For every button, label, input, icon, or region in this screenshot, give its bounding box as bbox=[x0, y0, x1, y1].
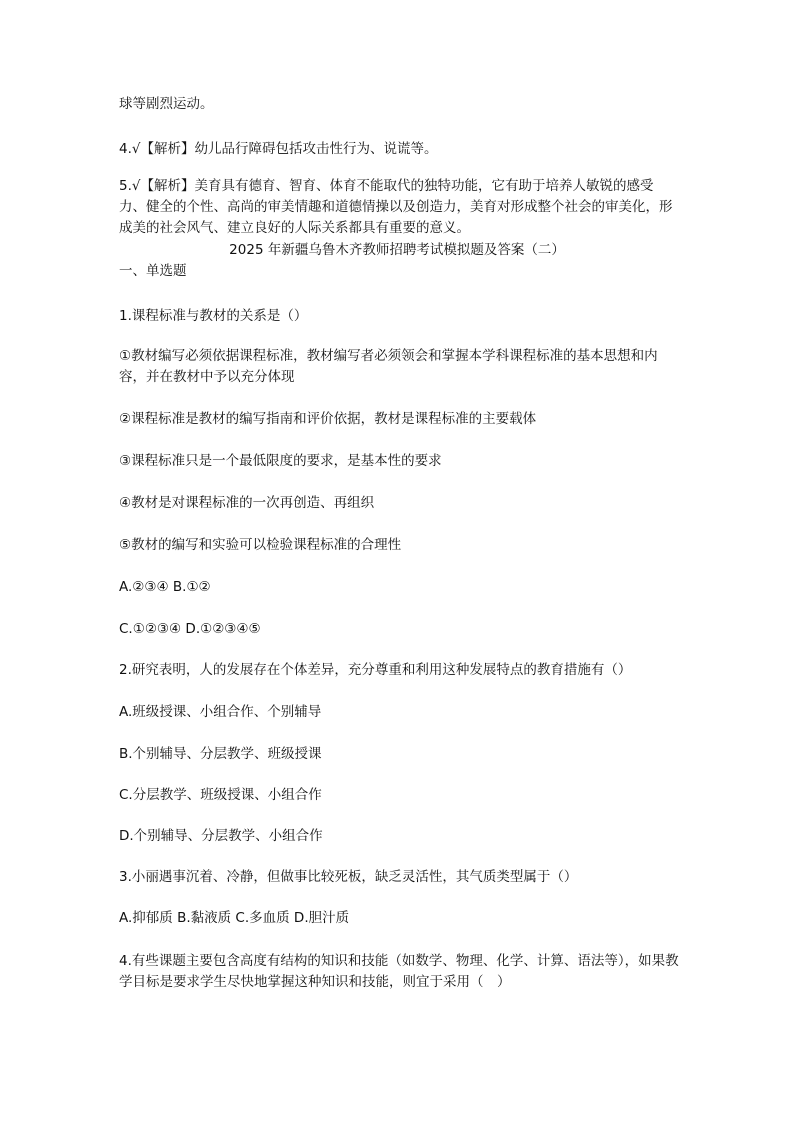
question-4-stem: 4.有些课题主要包含高度有结构的知识和技能（如数学、物理、化学、计算、语法等），如果教学目标是要求学生尽快地掌握这种知识和技能，则宜于采用（ ） bbox=[119, 953, 679, 990]
answer-explanation-5: 5.√【解析】美育具有德育、智育、体育不能取代的独特功能，它有助于培养人敏锐的感受力、健全的个性、高尚的审美情趣和道德情操以及创造力，美育对形成整个社会的审美化，形成美的社会风气、建立良好的人际关系都具有重要的意义。 bbox=[119, 178, 673, 236]
question-2-option: D.个别辅导、分层教学、小组合作 bbox=[119, 828, 323, 844]
question-3-option: A.抑郁质 B.黏液质 C.多血质 D.胆汁质 bbox=[119, 910, 350, 926]
previous-answer-tail: 球等剧烈运动。 bbox=[119, 96, 214, 112]
answer-explanation-4: 4.√【解析】幼儿品行障碍包括攻击性行为、说谎等。 bbox=[119, 141, 438, 157]
question-1-statement: ②课程标准是教材的编写指南和评价依据，教材是课程标准的主要载体 bbox=[119, 411, 537, 427]
question-2-option: A.班级授课、小组合作、个别辅导 bbox=[119, 704, 322, 720]
question-1-statement: ①教材编写必须依据课程标准，教材编写者必须领会和掌握本学科课程标准的基本思想和内容，并在教材中予以充分体现 bbox=[119, 348, 658, 385]
question-2-option: C.分层教学、班级授课、小组合作 bbox=[119, 787, 322, 803]
question-1-statement: ④教材是对课程标准的一次再创造、再组织 bbox=[119, 495, 375, 511]
question-1-statement: ③课程标准只是一个最低限度的要求，是基本性的要求 bbox=[119, 453, 442, 469]
question-2-option: B.个别辅导、分层教学、班级授课 bbox=[119, 746, 322, 762]
section-heading: 一、单选题 bbox=[119, 263, 187, 279]
question-1-stem: 1.课程标准与教材的关系是（） bbox=[119, 308, 308, 324]
question-1-option: A.②③④ B.①② bbox=[119, 579, 211, 595]
question-2-stem: 2.研究表明，人的发展存在个体差异，充分尊重和利用这种发展特点的教育措施有（） bbox=[119, 662, 632, 678]
question-1-statement: ⑤教材的编写和实验可以检验课程标准的合理性 bbox=[119, 537, 402, 553]
document-title: 2025 年新疆乌鲁木齐教师招聘考试模拟题及答案（二） bbox=[229, 242, 565, 258]
question-1-option: C.①②③④ D.①②③④⑤ bbox=[119, 621, 261, 637]
question-3-stem: 3.小丽遇事沉着、冷静，但做事比较死板，缺乏灵活性，其气质类型属于（） bbox=[119, 869, 578, 885]
